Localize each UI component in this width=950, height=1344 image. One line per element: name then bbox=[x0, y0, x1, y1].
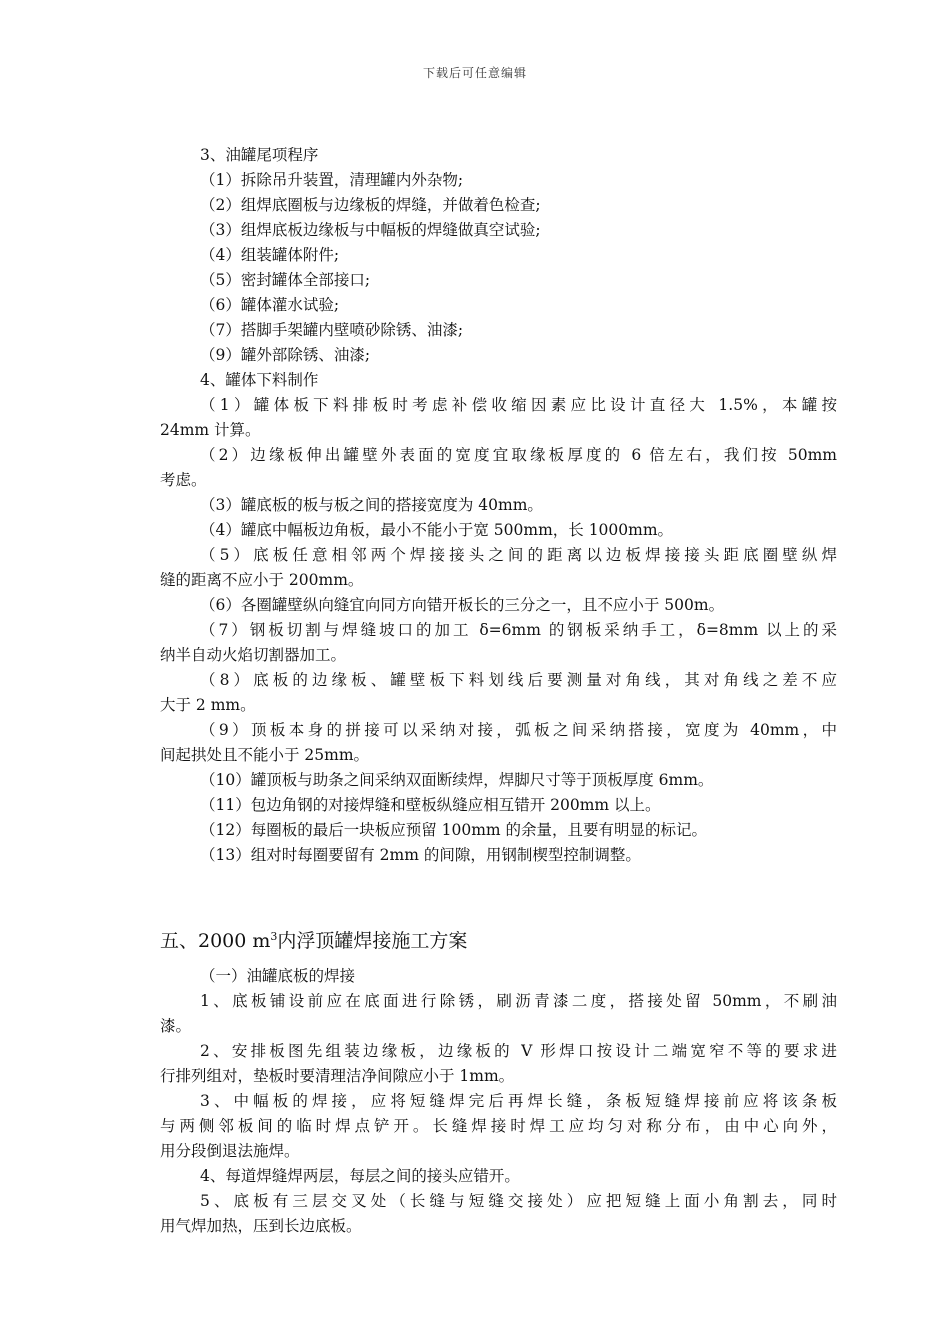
paragraph-line: （4）组装罐体附件; bbox=[200, 246, 340, 264]
paragraph-line: 3、中幅板的焊接，应将短缝焊完后再焊长缝，条板短缝焊接前应将该条板 bbox=[200, 1092, 837, 1110]
paragraph-line: 4、每道焊缝焊两层，每层之间的接头应错开。 bbox=[200, 1167, 520, 1185]
paragraph-line: 24mm 计算。 bbox=[160, 421, 261, 439]
paragraph-line: 纳半自动火焰切割器加工。 bbox=[160, 646, 347, 664]
body-text-part1 bbox=[160, 143, 837, 868]
section-title-suffix: 内浮顶罐焊接施工方案 bbox=[277, 930, 468, 952]
paragraph-line: 用气焊加热，压到长边底板。 bbox=[160, 1217, 362, 1235]
paragraph-line: （9）罐外部除锈、油漆; bbox=[200, 346, 371, 364]
paragraph-line: （2）边缘板伸出罐壁外表面的宽度宜取缘板厚度的 6 倍左右，我们按 50mm bbox=[200, 446, 837, 464]
paragraph-line: 与两侧邻板间的临时焊点铲开。长缝焊接时焊工应均匀对称分布，由中心向外， bbox=[160, 1117, 837, 1135]
paragraph-line: （5）底板任意相邻两个焊接接头之间的距离以边板焊接接头距底圈壁纵焊 bbox=[200, 546, 837, 564]
paragraph-line: 考虑。 bbox=[160, 471, 207, 489]
paragraph-line: （12）每圈板的最后一块板应预留 100mm 的余量，且要有明显的标记。 bbox=[200, 821, 708, 839]
paragraph-line: （5）密封罐体全部接口; bbox=[200, 271, 371, 289]
paragraph-line: （9）顶板本身的拼接可以采纳对接，弧板之间采纳搭接，宽度为 40mm，中 bbox=[200, 721, 837, 739]
paragraph-line: 1、底板铺设前应在底面进行除锈，刷沥青漆二度，搭接处留 50mm，不刷油 bbox=[200, 992, 837, 1010]
paragraph-line: （1）罐体板下料排板时考虑补偿收缩因素应比设计直径大 1.5%，本罐按 bbox=[200, 396, 837, 414]
paragraph-line: （一）油罐底板的焊接 bbox=[200, 967, 356, 985]
paragraph-line: （6）各圈罐壁纵向缝宜向同方向错开板长的三分之一，且不应小于 500m。 bbox=[200, 596, 725, 614]
paragraph-line: （13）组对时每圈要留有 2mm 的间隙，用钢制楔型控制调整。 bbox=[200, 846, 641, 864]
paragraph-line: （3）组焊底板边缘板与中幅板的焊缝做真空试验; bbox=[200, 221, 541, 239]
page-header: 下载后可任意编辑 bbox=[422, 66, 527, 80]
paragraph-line: 大于 2 mm。 bbox=[160, 696, 256, 714]
paragraph-line: 行排列组对，垫板时要清理洁净间隙应小于 1mm。 bbox=[160, 1067, 515, 1085]
paragraph-line: （6）罐体灌水试验; bbox=[200, 296, 340, 314]
section-title-superscript: 3 bbox=[270, 930, 278, 943]
body-text-part2 bbox=[160, 964, 837, 1239]
paragraph-line: 缝的距离不应小于 200mm。 bbox=[160, 571, 364, 589]
paragraph-line: （8）底板的边缘板、罐壁板下料划线后要测量对角线，其对角线之差不应 bbox=[200, 671, 837, 689]
paragraph-line: 漆。 bbox=[160, 1017, 192, 1035]
paragraph-line: 4、罐体下料制作 bbox=[200, 371, 319, 389]
section-title bbox=[160, 928, 467, 954]
paragraph-line: （3）罐底板的板与板之间的搭接宽度为 40mm。 bbox=[200, 496, 543, 514]
paragraph-line: （4）罐底中幅板边角板，最小不能小于宽 500mm，长 1000mm。 bbox=[200, 521, 674, 539]
paragraph-line: （2）组焊底圈板与边缘板的焊缝，并做着色检查; bbox=[200, 196, 541, 214]
section-title-prefix: 五、2000 m bbox=[160, 930, 271, 952]
paragraph-line: （7）钢板切割与焊缝坡口的加工 δ=6mm 的钢板采纳手工，δ=8mm 以上的采 bbox=[200, 621, 837, 639]
paragraph-line: 3、油罐尾项程序 bbox=[200, 146, 319, 164]
paragraph-line: 用分段倒退法施焊。 bbox=[160, 1142, 300, 1160]
paragraph-line: （1）拆除吊升装置，清理罐内外杂物; bbox=[200, 171, 464, 189]
paragraph-line: （7）搭脚手架罐内壁喷砂除锈、油漆; bbox=[200, 321, 464, 339]
paragraph-line: （10）罐顶板与助条之间采纳双面断续焊，焊脚尺寸等于顶板厚度 6mm。 bbox=[200, 771, 714, 789]
paragraph-line: 2、安排板图先组装边缘板，边缘板的 V 形焊口按设计二端宽窄不等的要求进 bbox=[200, 1042, 837, 1060]
paragraph-line: 间起拱处且不能小于 25mm。 bbox=[160, 746, 370, 764]
paragraph-line: （11）包边角钢的对接焊缝和壁板纵缝应相互错开 200mm 以上。 bbox=[200, 796, 661, 814]
paragraph-line: 5、底板有三层交叉处（长缝与短缝交接处）应把短缝上面小角割去，同时 bbox=[200, 1192, 837, 1210]
